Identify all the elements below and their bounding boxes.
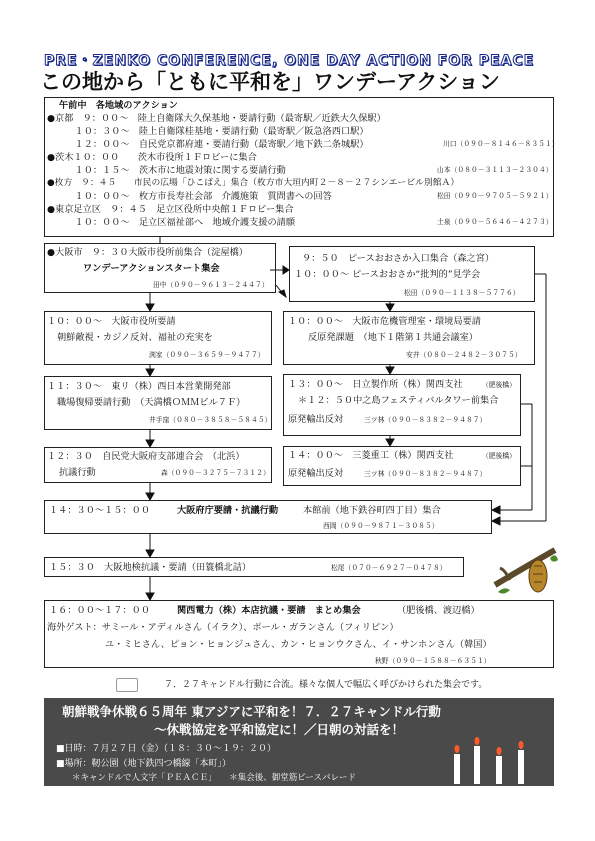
- japanese-title: この地から「ともに平和を」ワンデーアクション: [40, 70, 500, 94]
- kepco-bold: 関西電力（株）本店抗議・要請 まとめ集会: [177, 605, 361, 616]
- hitachi-line-1: １３：００～ 日立製作所（株）関西支社: [288, 379, 463, 390]
- candles-icon: [444, 732, 544, 786]
- ldp-contact: 森（０９０－３２７５－７３１２）: [161, 469, 270, 477]
- hitachi-line-2: ＊１２：５０中之島フェスティバルタワー前集合: [298, 395, 499, 406]
- prefecture-bold: 大阪府庁要請・抗議行動: [177, 505, 279, 516]
- start-line-1: ●大阪市 ９：３０大阪市役所前集合（淀屋橋）: [47, 247, 248, 258]
- peace-osaka-line-2: １０：００～ ピースおおさか“批判的”見学会: [294, 269, 481, 280]
- morning-line: ●東京足立区 ９：４５ 足立区役所中央館１Ｆロビー集合: [47, 204, 294, 215]
- morning-line: １２：００～ 自民党京都府連・要請行動（最寄駅／地下鉄二条城駅）: [47, 139, 369, 150]
- mitsubishi-line-1: １４：００～ 三菱重工（株）関西支社: [288, 450, 454, 461]
- morning-heading: 午前中 各地域のアクション: [59, 100, 178, 111]
- morning-contact: 土泉（０９０－５６４６－４２７３）: [437, 218, 553, 226]
- city-hall-line-1: １０：００～ 大阪市役所要請: [47, 316, 176, 327]
- mitsubishi-tag: （肥後橋）: [482, 452, 516, 460]
- morning-line: ●京都 ９：００～ 陸上自衛隊大久保基地・要請行動（最寄駅／近鉄大久保駅）: [47, 113, 386, 124]
- morning-line: ●枚方 ９：４５ 市民の広場「ひこばえ」集合（枚方市大垣内町２－８－２７シンエービル別館Ａ）: [47, 178, 460, 188]
- footer-place: ■場所：靭公園（地下鉄四つ橋線「本町」）: [56, 759, 232, 769]
- kepco-contact: 秋野（０９０－１５８８－６３５１）: [375, 657, 491, 665]
- footer-line-2: ～休戦協定を平和協定に！／日朝の対話を！: [154, 722, 405, 737]
- prosecutor-contact: 松尾（０７０－６９２７－０４７８）: [331, 564, 447, 572]
- hitachi-tag: （肥後橋）: [482, 381, 516, 389]
- crisis-contact: 安井（０８０－２４８２－３０７５）: [406, 351, 522, 359]
- prosecutor-text: １５：３０ 大阪地検抗議・要請（田簑橋北詰）: [49, 562, 252, 573]
- morning-line: １０：３０～ 陸上自衛隊桂基地・要請行動（最寄駅／阪急洛西口駅）: [47, 126, 369, 137]
- morning-contact: 松田（０９０－９７０５－５９２１）: [437, 192, 553, 200]
- hitachi-contact: 三ツ林（０９０－８３８２－９４８７）: [364, 416, 487, 424]
- candle-action-footer: [44, 698, 554, 786]
- mitsubishi-contact: 三ツ林（０９０－８３８２－９４８７）: [364, 470, 487, 478]
- start-contact: 田中（０９０－９６１３－２４４７）: [153, 281, 269, 289]
- ldp-line-2: 抗議行動: [59, 467, 96, 478]
- toli-contact: 井手窪（０８０－３８５８－５８４５）: [149, 416, 272, 424]
- peace-osaka-contact: 松田（０９０－１１３８－５７７６）: [404, 289, 520, 297]
- kepco-guests-2: ユ・ミヒさん、ピョン・ヒョンジュさん、カン・ヒョンウクさん、イ・サンホンさん（韓国）: [105, 639, 492, 650]
- kepco-rest: （肥後橋、渡辺橋）: [397, 605, 480, 616]
- ldp-line-1: １２：３０ 自民党大阪府支部連合会 （北浜）: [47, 451, 245, 462]
- morning-line: １０：００～ 枚方市長寿社会部 介護施策 質問書への回答: [47, 191, 332, 202]
- peace-osaka-line-1: ９：５０ ピースおおさか入口集合（森之宮）: [302, 253, 495, 264]
- prefecture-time: １４：３０～１５：００: [49, 505, 151, 516]
- morning-contact: 川口（０９０－８１４６－８３５１）: [443, 140, 559, 148]
- morning-line: １０：１５～ 茨木市に地震対策に関する要請行動: [47, 165, 286, 176]
- hitachi-line-3: 原発輸出反対: [288, 414, 344, 425]
- note-text: ７．２７キャンドル行動に合流。様々な個人で幅広く呼びかけられた集会です。: [164, 680, 488, 690]
- mitsubishi-line-2: 原発輸出反対: [288, 468, 344, 479]
- footer-line-1: 朝鮮戦争休戦６５周年 東アジアに平和を！７．２７キャンドル行動: [62, 704, 441, 719]
- crisis-line-1: １０：００～ 大阪市危機管理室・環境局要請: [288, 316, 481, 327]
- morning-contact: 山本（０８０－３１１３－２３０４）: [437, 166, 553, 174]
- city-hall-line-2: 朝鮮敵視・カジノ反対、福祉の充実を: [57, 332, 213, 343]
- english-title: PRE・ZENKO CONFERENCE, ONE DAY ACTION FOR PEACE: [44, 53, 535, 69]
- toli-line-1: １１：３０～ 東リ（株）西日本営業開発部: [47, 381, 231, 392]
- kepco-guests-1: 海外ゲスト：サミール・アディルさん（イラク）、ポール・ガランさん（フィリピン）: [47, 622, 399, 633]
- prefecture-rest: 本館前（地下鉄谷町四丁目）集合: [303, 505, 441, 516]
- morning-line: ●茨木１０：００ 茨木市役所１Ｆロビーに集合: [47, 152, 257, 163]
- footer-date: ■日時：７月２７日（金）（１８：３０～１９：２０）: [56, 744, 277, 754]
- cicada-branch-icon: [490, 540, 560, 610]
- kepco-time: １６：００～１７：００: [49, 605, 151, 616]
- toli-line-2: 職場復帰要請行動 （天満橋ＯＭＭビル７Ｆ）: [57, 397, 246, 408]
- footer-extra: ＊キャンドルで人文字「ＰＥＡＣＥ」 ＊集会後、御堂筋ピースパレード: [72, 773, 356, 783]
- start-line-2: ワンデーアクションスタート集会: [83, 263, 220, 274]
- city-hall-contact: 渕家（０９０－３６５９－９４７７）: [149, 351, 265, 359]
- morning-line: １０：００～ 足立区福祉部へ 地域介護支援の請願: [47, 217, 296, 228]
- prefecture-contact: 西岡（０９０－９８７１－３０８５）: [323, 522, 439, 530]
- crisis-line-2: 反原発課題 （地下１階第１共通会議室）: [308, 332, 478, 343]
